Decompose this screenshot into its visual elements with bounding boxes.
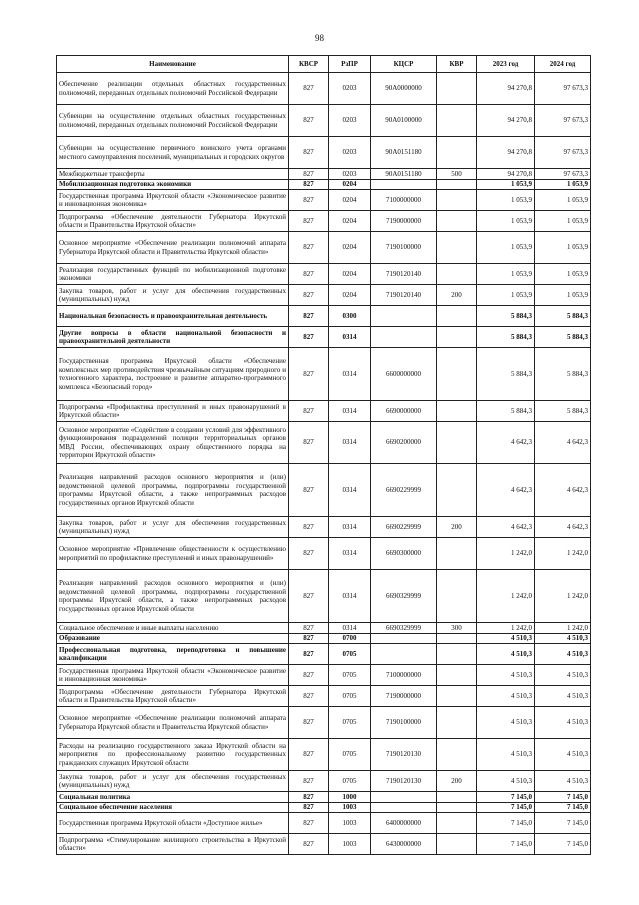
cell-2023: 5 884,3 (477, 327, 535, 348)
cell-kcsr: 90А0151180 (371, 169, 437, 180)
cell-kvr (437, 834, 477, 855)
cell-kcsr: 6600000000 (371, 348, 437, 401)
cell-name: Реализация направлений расходов основного мероприятия и (или) ведомственной целевой программы, подпрограммы государственной программы Иркутской области, а также непрограммных расходов государственных органов Иркутской области (57, 464, 289, 517)
cell-name: Образование (57, 633, 289, 644)
cell-kvsr: 827 (289, 73, 329, 105)
cell-kcsr (371, 633, 437, 644)
cell-kvr: 200 (437, 285, 477, 306)
budget-table (56, 55, 591, 855)
cell-kvsr: 827 (289, 264, 329, 285)
col-header-rzpr: РзПР (329, 56, 371, 73)
cell-kvsr: 827 (289, 348, 329, 401)
cell-kvsr: 827 (289, 633, 329, 644)
table-row (57, 813, 591, 834)
cell-2024: 5 884,3 (535, 306, 591, 327)
table-row (57, 707, 591, 739)
table-row (57, 686, 591, 707)
cell-2024: 97 673,3 (535, 137, 591, 169)
cell-2023: 1 053,9 (477, 211, 535, 232)
cell-kcsr: 7190000000 (371, 686, 437, 707)
cell-kvsr: 827 (289, 306, 329, 327)
table-row (57, 633, 591, 644)
cell-kcsr: 6690200000 (371, 422, 437, 464)
table-row (57, 464, 591, 517)
cell-2023: 1 242,0 (477, 623, 535, 634)
cell-rzpr: 0705 (329, 686, 371, 707)
cell-2024: 1 053,9 (535, 179, 591, 190)
cell-2023: 4 642,3 (477, 464, 535, 517)
cell-kvsr: 827 (289, 802, 329, 813)
cell-kcsr: 90А0100000 (371, 105, 437, 137)
cell-2024: 7 145,0 (535, 792, 591, 803)
table-row (57, 190, 591, 211)
cell-kvr (437, 570, 477, 623)
table-row (57, 264, 591, 285)
cell-2024: 1 242,0 (535, 538, 591, 570)
cell-name: Основное мероприятие «Содействие в создании условий для эффективного функционирования подразделений полиции территориальных органов МВД России, обеспечивающих охрану общественного порядка на территории Иркутской области» (57, 422, 289, 464)
cell-2023: 4 642,3 (477, 517, 535, 538)
cell-name: Профессиональная подготовка, переподготовка и повышение квалификации (57, 644, 289, 665)
cell-kvsr: 827 (289, 792, 329, 803)
cell-rzpr: 0314 (329, 348, 371, 401)
table-row (57, 137, 591, 169)
cell-name: Социальная политика (57, 792, 289, 803)
cell-kvsr: 827 (289, 190, 329, 211)
cell-kvsr: 827 (289, 401, 329, 422)
cell-name: Закупка товаров, работ и услуг для обеспечения государственных (муниципальных) нужд (57, 517, 289, 538)
cell-kvr (437, 792, 477, 803)
cell-rzpr: 0314 (329, 623, 371, 634)
cell-rzpr: 0204 (329, 211, 371, 232)
cell-rzpr: 0705 (329, 739, 371, 771)
table-row (57, 802, 591, 813)
cell-rzpr: 1003 (329, 813, 371, 834)
cell-2024: 4 510,3 (535, 633, 591, 644)
cell-kvsr: 827 (289, 105, 329, 137)
cell-rzpr: 0314 (329, 327, 371, 348)
cell-2024: 7 145,0 (535, 834, 591, 855)
cell-kvsr: 827 (289, 623, 329, 634)
cell-kvr (437, 306, 477, 327)
cell-2023: 1 242,0 (477, 538, 535, 570)
cell-kvsr: 827 (289, 285, 329, 306)
cell-kvr (437, 422, 477, 464)
table-row (57, 422, 591, 464)
cell-kvr (437, 538, 477, 570)
cell-kvr (437, 707, 477, 739)
cell-rzpr: 0705 (329, 644, 371, 665)
cell-name: Обеспечение реализации отдельных областных государственных полномочий, переданных отдельных полномочий Российской Федерации (57, 73, 289, 105)
cell-2023: 7 145,0 (477, 813, 535, 834)
cell-2023: 1 053,9 (477, 264, 535, 285)
cell-rzpr: 0314 (329, 422, 371, 464)
cell-2024: 4 510,3 (535, 686, 591, 707)
cell-rzpr: 0705 (329, 771, 371, 792)
cell-kcsr: 7190100000 (371, 707, 437, 739)
cell-2024: 4 510,3 (535, 771, 591, 792)
cell-name: Другие вопросы в области национальной безопасности и правоохранительной деятельности (57, 327, 289, 348)
cell-kvr: 200 (437, 517, 477, 538)
cell-kcsr: 6690000000 (371, 401, 437, 422)
cell-2024: 5 884,3 (535, 327, 591, 348)
cell-2023: 4 510,3 (477, 707, 535, 739)
cell-2023: 7 145,0 (477, 802, 535, 813)
table-row (57, 538, 591, 570)
table-row (57, 644, 591, 665)
cell-rzpr: 1000 (329, 792, 371, 803)
cell-kcsr: 90А0000000 (371, 73, 437, 105)
cell-kvr (437, 686, 477, 707)
table-row (57, 401, 591, 422)
cell-kvr (437, 348, 477, 401)
cell-rzpr: 0300 (329, 306, 371, 327)
cell-2023: 94 270,8 (477, 73, 535, 105)
cell-kvr (437, 73, 477, 105)
cell-rzpr: 0204 (329, 190, 371, 211)
cell-rzpr: 0705 (329, 707, 371, 739)
cell-name: Расходы на реализацию государственного заказа Иркутской области на мероприятия по профессиональному развитию государственных гражданских служащих Иркутской области (57, 739, 289, 771)
cell-2023: 4 510,3 (477, 739, 535, 771)
cell-rzpr: 0314 (329, 517, 371, 538)
cell-name: Социальное обеспечение и иные выплаты населению (57, 623, 289, 634)
cell-kcsr: 7190120130 (371, 771, 437, 792)
cell-2024: 4 642,3 (535, 464, 591, 517)
cell-kcsr: 6690229999 (371, 464, 437, 517)
cell-kvr (437, 401, 477, 422)
page-number: 98 (315, 33, 324, 43)
cell-kvr (437, 327, 477, 348)
cell-kvr: 500 (437, 169, 477, 180)
cell-rzpr: 1003 (329, 802, 371, 813)
cell-rzpr: 0204 (329, 264, 371, 285)
cell-kvsr: 827 (289, 464, 329, 517)
cell-kcsr (371, 179, 437, 190)
cell-kvsr: 827 (289, 707, 329, 739)
table-row (57, 306, 591, 327)
cell-2023: 1 053,9 (477, 232, 535, 264)
cell-kvr (437, 633, 477, 644)
cell-2024: 4 510,3 (535, 665, 591, 686)
cell-2024: 1 053,9 (535, 264, 591, 285)
cell-2024: 7 145,0 (535, 813, 591, 834)
cell-name: Субвенции на осуществление отдельных областных государственных полномочий, переданных отдельных полномочий Российской Федерации (57, 105, 289, 137)
cell-name: Подпрограмма «Стимулирование жилищного строительства в Иркутской области» (57, 834, 289, 855)
cell-2023: 1 053,9 (477, 285, 535, 306)
cell-name: Закупка товаров, работ и услуг для обеспечения государственных (муниципальных) нужд (57, 771, 289, 792)
cell-kvsr: 827 (289, 570, 329, 623)
cell-kcsr: 6690229999 (371, 517, 437, 538)
cell-kvsr: 827 (289, 834, 329, 855)
cell-kvr (437, 211, 477, 232)
cell-rzpr: 0203 (329, 137, 371, 169)
cell-kvsr: 827 (289, 686, 329, 707)
cell-kcsr (371, 644, 437, 665)
cell-kvr (437, 665, 477, 686)
cell-rzpr: 0204 (329, 232, 371, 264)
cell-kcsr: 7190120140 (371, 264, 437, 285)
table-row (57, 285, 591, 306)
cell-name: Межбюджетные трансферты (57, 169, 289, 180)
cell-kvr (437, 105, 477, 137)
cell-2023: 5 884,3 (477, 306, 535, 327)
cell-2023: 94 270,8 (477, 169, 535, 180)
cell-kcsr: 7190120130 (371, 739, 437, 771)
table-row (57, 73, 591, 105)
table-row (57, 105, 591, 137)
cell-kvsr: 827 (289, 137, 329, 169)
cell-2024: 97 673,3 (535, 169, 591, 180)
table-row (57, 348, 591, 401)
cell-kvsr: 827 (289, 538, 329, 570)
cell-kvsr: 827 (289, 179, 329, 190)
cell-rzpr: 1003 (329, 834, 371, 855)
cell-rzpr: 0203 (329, 73, 371, 105)
cell-kcsr: 6690329999 (371, 623, 437, 634)
cell-rzpr: 0314 (329, 401, 371, 422)
cell-2023: 5 884,3 (477, 348, 535, 401)
cell-2023: 1 053,9 (477, 179, 535, 190)
cell-2024: 97 673,3 (535, 73, 591, 105)
cell-kcsr: 7190120140 (371, 285, 437, 306)
cell-name: Реализация направлений расходов основного мероприятия и (или) ведомственной целевой программы, подпрограммы государственной программы Иркутской области, а также непрограммных расходов государственных органов Иркутской области (57, 570, 289, 623)
cell-2024: 1 242,0 (535, 570, 591, 623)
cell-kvsr: 827 (289, 644, 329, 665)
cell-kcsr: 90А0151180 (371, 137, 437, 169)
table-row (57, 771, 591, 792)
cell-kvsr: 827 (289, 211, 329, 232)
cell-2024: 5 884,3 (535, 348, 591, 401)
cell-kvsr: 827 (289, 169, 329, 180)
cell-2024: 1 053,9 (535, 285, 591, 306)
cell-2023: 7 145,0 (477, 834, 535, 855)
cell-kvr (437, 232, 477, 264)
table-row (57, 211, 591, 232)
cell-name: Государственная программа Иркутской области «Экономическое развитие и инновационная экономика» (57, 665, 289, 686)
cell-kcsr: 6400000000 (371, 813, 437, 834)
cell-2024: 4 510,3 (535, 707, 591, 739)
cell-2024: 1 053,9 (535, 232, 591, 264)
cell-kvr: 300 (437, 623, 477, 634)
col-header-kvr: КВР (437, 56, 477, 73)
cell-kvsr: 827 (289, 327, 329, 348)
cell-kvsr: 827 (289, 771, 329, 792)
cell-name: Субвенции на осуществление первичного воинского учета органами местного самоуправления поселений, муниципальных и городских округов (57, 137, 289, 169)
cell-name: Реализация государственных функций по мобилизационной подготовке экономики (57, 264, 289, 285)
cell-2023: 94 270,8 (477, 105, 535, 137)
table-row (57, 169, 591, 180)
table-row (57, 665, 591, 686)
cell-2023: 1 053,9 (477, 190, 535, 211)
cell-kvsr: 827 (289, 739, 329, 771)
col-header-2024: 2024 год (535, 56, 591, 73)
col-header-kcsr: КЦСР (371, 56, 437, 73)
cell-2023: 4 510,3 (477, 644, 535, 665)
cell-kvr (437, 739, 477, 771)
cell-kvsr: 827 (289, 232, 329, 264)
cell-rzpr: 0314 (329, 464, 371, 517)
cell-2024: 1 053,9 (535, 190, 591, 211)
cell-kvsr: 827 (289, 517, 329, 538)
cell-rzpr: 0700 (329, 633, 371, 644)
cell-name: Государственная программа Иркутской области «Экономическое развитие и инновационная экономика» (57, 190, 289, 211)
cell-name: Государственная программа Иркутской области «Доступное жилье» (57, 813, 289, 834)
table-row (57, 179, 591, 190)
table-row (57, 739, 591, 771)
cell-name: Основное мероприятие «Привлечение общественности к осуществлению мероприятий по профилактике преступлений и иных правонарушений» (57, 538, 289, 570)
cell-kcsr (371, 792, 437, 803)
cell-2024: 97 673,3 (535, 105, 591, 137)
cell-2023: 4 510,3 (477, 633, 535, 644)
cell-2024: 4 642,3 (535, 422, 591, 464)
cell-2023: 4 510,3 (477, 771, 535, 792)
cell-kcsr: 7190100000 (371, 232, 437, 264)
cell-kvr (437, 264, 477, 285)
cell-name: Подпрограмма «Обеспечение деятельности Губернатора Иркутской области и Правительства Иркутской области» (57, 686, 289, 707)
cell-kvr (437, 644, 477, 665)
cell-rzpr: 0204 (329, 179, 371, 190)
cell-rzpr: 0314 (329, 538, 371, 570)
cell-kvr (437, 137, 477, 169)
cell-2023: 5 884,3 (477, 401, 535, 422)
cell-2023: 7 145,0 (477, 792, 535, 803)
cell-2023: 1 242,0 (477, 570, 535, 623)
cell-rzpr: 0204 (329, 285, 371, 306)
cell-kvsr: 827 (289, 665, 329, 686)
cell-kvr (437, 190, 477, 211)
cell-2024: 1 242,0 (535, 623, 591, 634)
cell-name: Мобилизационная подготовка экономики (57, 179, 289, 190)
cell-rzpr: 0203 (329, 105, 371, 137)
cell-name: Подпрограмма «Профилактика преступлений и иных правонарушений в Иркутской области» (57, 401, 289, 422)
table-row (57, 570, 591, 623)
cell-name: Государственная программа Иркутской области «Обеспечение комплексных мер противодействия чрезвычайным ситуациям природного и техногенного характера, построение и развитие аппаратно-программного комплекса «Безопасный город» (57, 348, 289, 401)
cell-rzpr: 0705 (329, 665, 371, 686)
col-header-kvsr: КВСР (289, 56, 329, 73)
cell-2024: 4 510,3 (535, 739, 591, 771)
cell-kcsr (371, 306, 437, 327)
cell-kcsr: 6690300000 (371, 538, 437, 570)
cell-2023: 4 510,3 (477, 686, 535, 707)
cell-2023: 4 642,3 (477, 422, 535, 464)
cell-name: Закупка товаров, работ и услуг для обеспечения государственных (муниципальных) нужд (57, 285, 289, 306)
cell-kvr (437, 464, 477, 517)
cell-kvsr: 827 (289, 813, 329, 834)
cell-name: Подпрограмма «Обеспечение деятельности Губернатора Иркутской области и Правительства Иркутской области» (57, 211, 289, 232)
table-row (57, 623, 591, 634)
cell-kcsr (371, 802, 437, 813)
cell-2024: 4 510,3 (535, 644, 591, 665)
table-row (57, 327, 591, 348)
cell-2023: 4 510,3 (477, 665, 535, 686)
cell-kvsr: 827 (289, 422, 329, 464)
cell-rzpr: 0203 (329, 169, 371, 180)
cell-kcsr: 7100000000 (371, 190, 437, 211)
cell-name: Основное мероприятие «Обеспечение реализации полномочий аппарата Губернатора Иркутской области и Правительства Иркутской области» (57, 232, 289, 264)
cell-name: Национальная безопасность и правоохранительная деятельность (57, 306, 289, 327)
cell-kvr (437, 179, 477, 190)
cell-2023: 94 270,8 (477, 137, 535, 169)
cell-rzpr: 0314 (329, 570, 371, 623)
cell-2024: 5 884,3 (535, 401, 591, 422)
cell-kcsr (371, 327, 437, 348)
cell-2024: 7 145,0 (535, 802, 591, 813)
cell-kvr (437, 802, 477, 813)
table-row (57, 517, 591, 538)
table-header-row (57, 56, 591, 73)
table-row (57, 792, 591, 803)
cell-kvr (437, 813, 477, 834)
cell-name: Социальное обеспечение населения (57, 802, 289, 813)
cell-name: Основное мероприятие «Обеспечение реализации полномочий аппарата Губернатора Иркутской области и Правительства Иркутской области» (57, 707, 289, 739)
cell-kcsr: 6430000000 (371, 834, 437, 855)
table-row (57, 232, 591, 264)
table-body (57, 73, 591, 855)
cell-2024: 4 642,3 (535, 517, 591, 538)
col-header-name: Наименование (57, 56, 289, 73)
col-header-2023: 2023 год (477, 56, 535, 73)
cell-kcsr: 7100000000 (371, 665, 437, 686)
cell-2024: 1 053,9 (535, 211, 591, 232)
cell-kcsr: 6690329999 (371, 570, 437, 623)
cell-kcsr: 7190000000 (371, 211, 437, 232)
table-row (57, 834, 591, 855)
cell-kvr: 200 (437, 771, 477, 792)
